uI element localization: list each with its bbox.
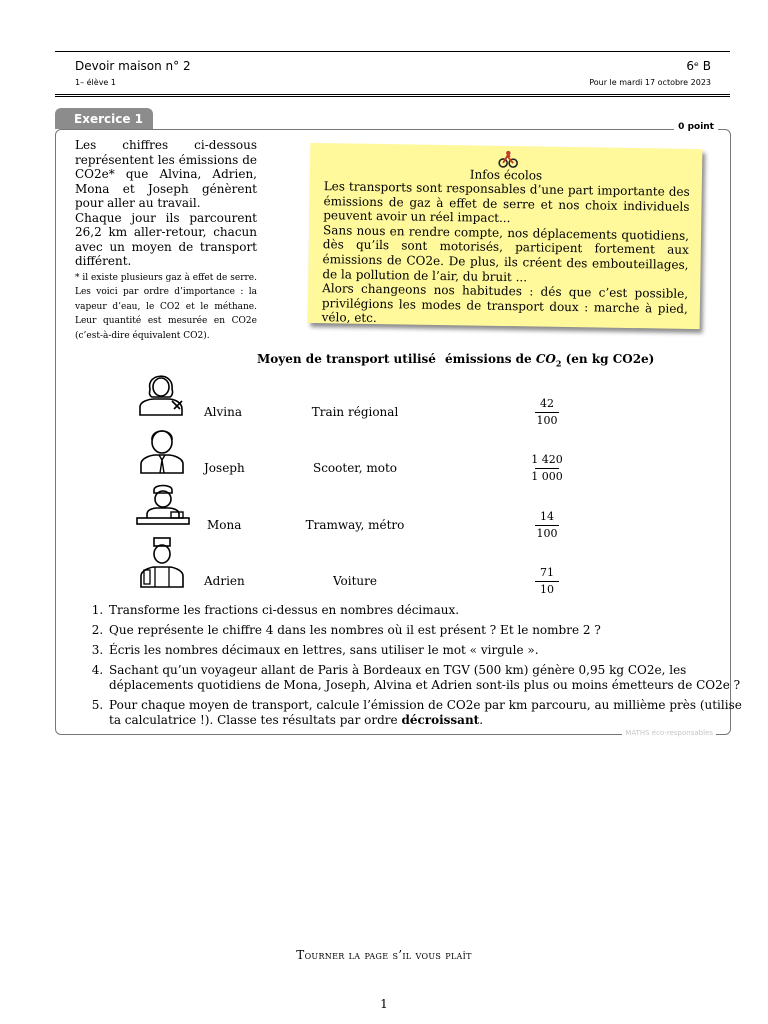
question-item: 2. Que représente le chiffre 4 dans les nombres où il est présent ? Et le nombre 2 ? <box>107 623 757 638</box>
watermark: MATHS éco-responsables <box>622 729 716 737</box>
fraction-denominator: 1 000 <box>531 470 563 483</box>
fraction-bar <box>535 412 559 413</box>
emission-fraction-joseph <box>527 453 567 484</box>
emission-fraction-mona <box>527 510 567 541</box>
question-5-text: Pour chaque moyen de transport, calcule l’émission de CO2e par km parcouru, au millième près (utilise ta calculatrice !). Classe tes résultats par ordre <box>109 698 742 727</box>
header-rule-top <box>55 51 730 52</box>
question-item: 3. Écris les nombres décimaux en lettres, sans utiliser le mot « virgule ». <box>107 643 757 658</box>
header-rule-bottom-2 <box>55 96 730 97</box>
question-item <box>107 698 757 728</box>
column-header-transport: Moyen de transport utilisé <box>257 352 436 366</box>
transport-mode-joseph: Scooter, moto <box>312 461 397 475</box>
fraction-denominator: 10 <box>540 583 554 596</box>
emission-fraction-adrien <box>527 566 567 597</box>
exercise-tab-label: Exercice 1 <box>74 112 143 126</box>
assignment-title: Devoir maison n° 2 <box>75 59 191 73</box>
column-header-emissions: émissions de $CO_2$ (en kg CO2e) <box>445 352 655 369</box>
transport-mode-mona: Tramway, métro <box>305 518 405 532</box>
fraction-bar <box>535 468 559 469</box>
note-body <box>322 179 690 331</box>
cashier-avatar-icon <box>135 482 191 528</box>
note-title: Infos écolos <box>469 167 543 183</box>
fraction-numerator: 42 <box>540 397 554 410</box>
footnote: * il existe plusieurs gaz à effet de serre. Les voici par ordre d’importance : la vapeur d’eau, le CO2 et le méthane. Leur quantité est mesurée en CO2e (c’est-à-dire équivalent CO2). <box>75 272 257 341</box>
emission-fraction-alvina <box>527 397 567 428</box>
person-name-joseph: Joseph <box>204 461 245 475</box>
page-number: 1 <box>380 997 388 1011</box>
turn-page-notice: Tourner la page s’il vous plaît <box>296 948 472 962</box>
question-item: 1. Transforme les fractions ci-dessus en nombres décimaux. <box>107 603 757 618</box>
note-paragraph-2: Sans nous en rendre compte, nos déplacements quotidiens, dès qu’ils sont motorisés, participent fortement aux émissions de CO2e. De plus, ils créent des embouteillages, de la pollution de l’air, du bruit ... <box>322 222 690 284</box>
class-label: 6ᵉ B <box>686 59 711 73</box>
businessman-avatar-icon <box>139 424 185 474</box>
eco-info-note <box>308 143 703 329</box>
student-name: 1– élève 1 <box>75 78 116 87</box>
intro-text <box>75 138 257 343</box>
transport-mode-adrien: Voiture <box>332 574 377 588</box>
points-label: 0 point <box>674 122 718 132</box>
fraction-denominator: 100 <box>536 414 558 427</box>
fraction-numerator: 14 <box>540 510 554 523</box>
person-name-mona: Mona <box>207 518 242 532</box>
chef-avatar-icon <box>139 536 185 588</box>
hairdresser-avatar-icon <box>136 369 186 417</box>
note-paragraph-1: Les transports sont responsables d’une part importante des émissions de gaz à effet de serre et nos choix individuels peuvent avoir un réel impact... <box>323 179 690 226</box>
due-date: Pour le mardi 17 octobre 2023 <box>589 78 711 87</box>
person-name-adrien: Adrien <box>204 574 245 588</box>
transport-mode-alvina: Train régional <box>311 405 399 419</box>
fraction-denominator: 100 <box>536 527 558 540</box>
fraction-numerator: 71 <box>540 566 554 579</box>
note-paragraph-3: Alors changeons nos habitudes : dés que c’est possible, privilégions les modes de transport doux : marche à pied, vélo, etc. <box>321 281 689 326</box>
fraction-numerator: 1 420 <box>531 453 563 466</box>
bicycle-icon <box>498 150 518 168</box>
intro-paragraph: Les chiffres ci-dessous représentent les émissions de CO2e* que Alvina, Adrien, Mona et Joseph génèrent pour aller au travail. <box>75 138 257 210</box>
fraction-bar <box>535 581 559 582</box>
question-5-bold: décroissant <box>401 713 480 727</box>
fraction-bar <box>535 525 559 526</box>
person-name-alvina: Alvina <box>204 405 243 419</box>
question-list <box>70 603 757 733</box>
header-rule-bottom <box>55 94 730 95</box>
intro-paragraph-2: Chaque jour ils parcourent 26,2 km aller-retour, chacun avec un moyen de transport différent. <box>75 210 257 268</box>
exercise-tab <box>55 108 153 129</box>
question-5-end: . <box>479 713 484 727</box>
question-item: 4. Sachant qu’un voyageur allant de Paris à Bordeaux en TGV (500 km) génère 0,95 kg CO2e, les déplacements quotidiens de Mona, Joseph, Alvina et Adrien sont-ils plus ou moins émetteurs de CO2e ? <box>107 663 757 693</box>
